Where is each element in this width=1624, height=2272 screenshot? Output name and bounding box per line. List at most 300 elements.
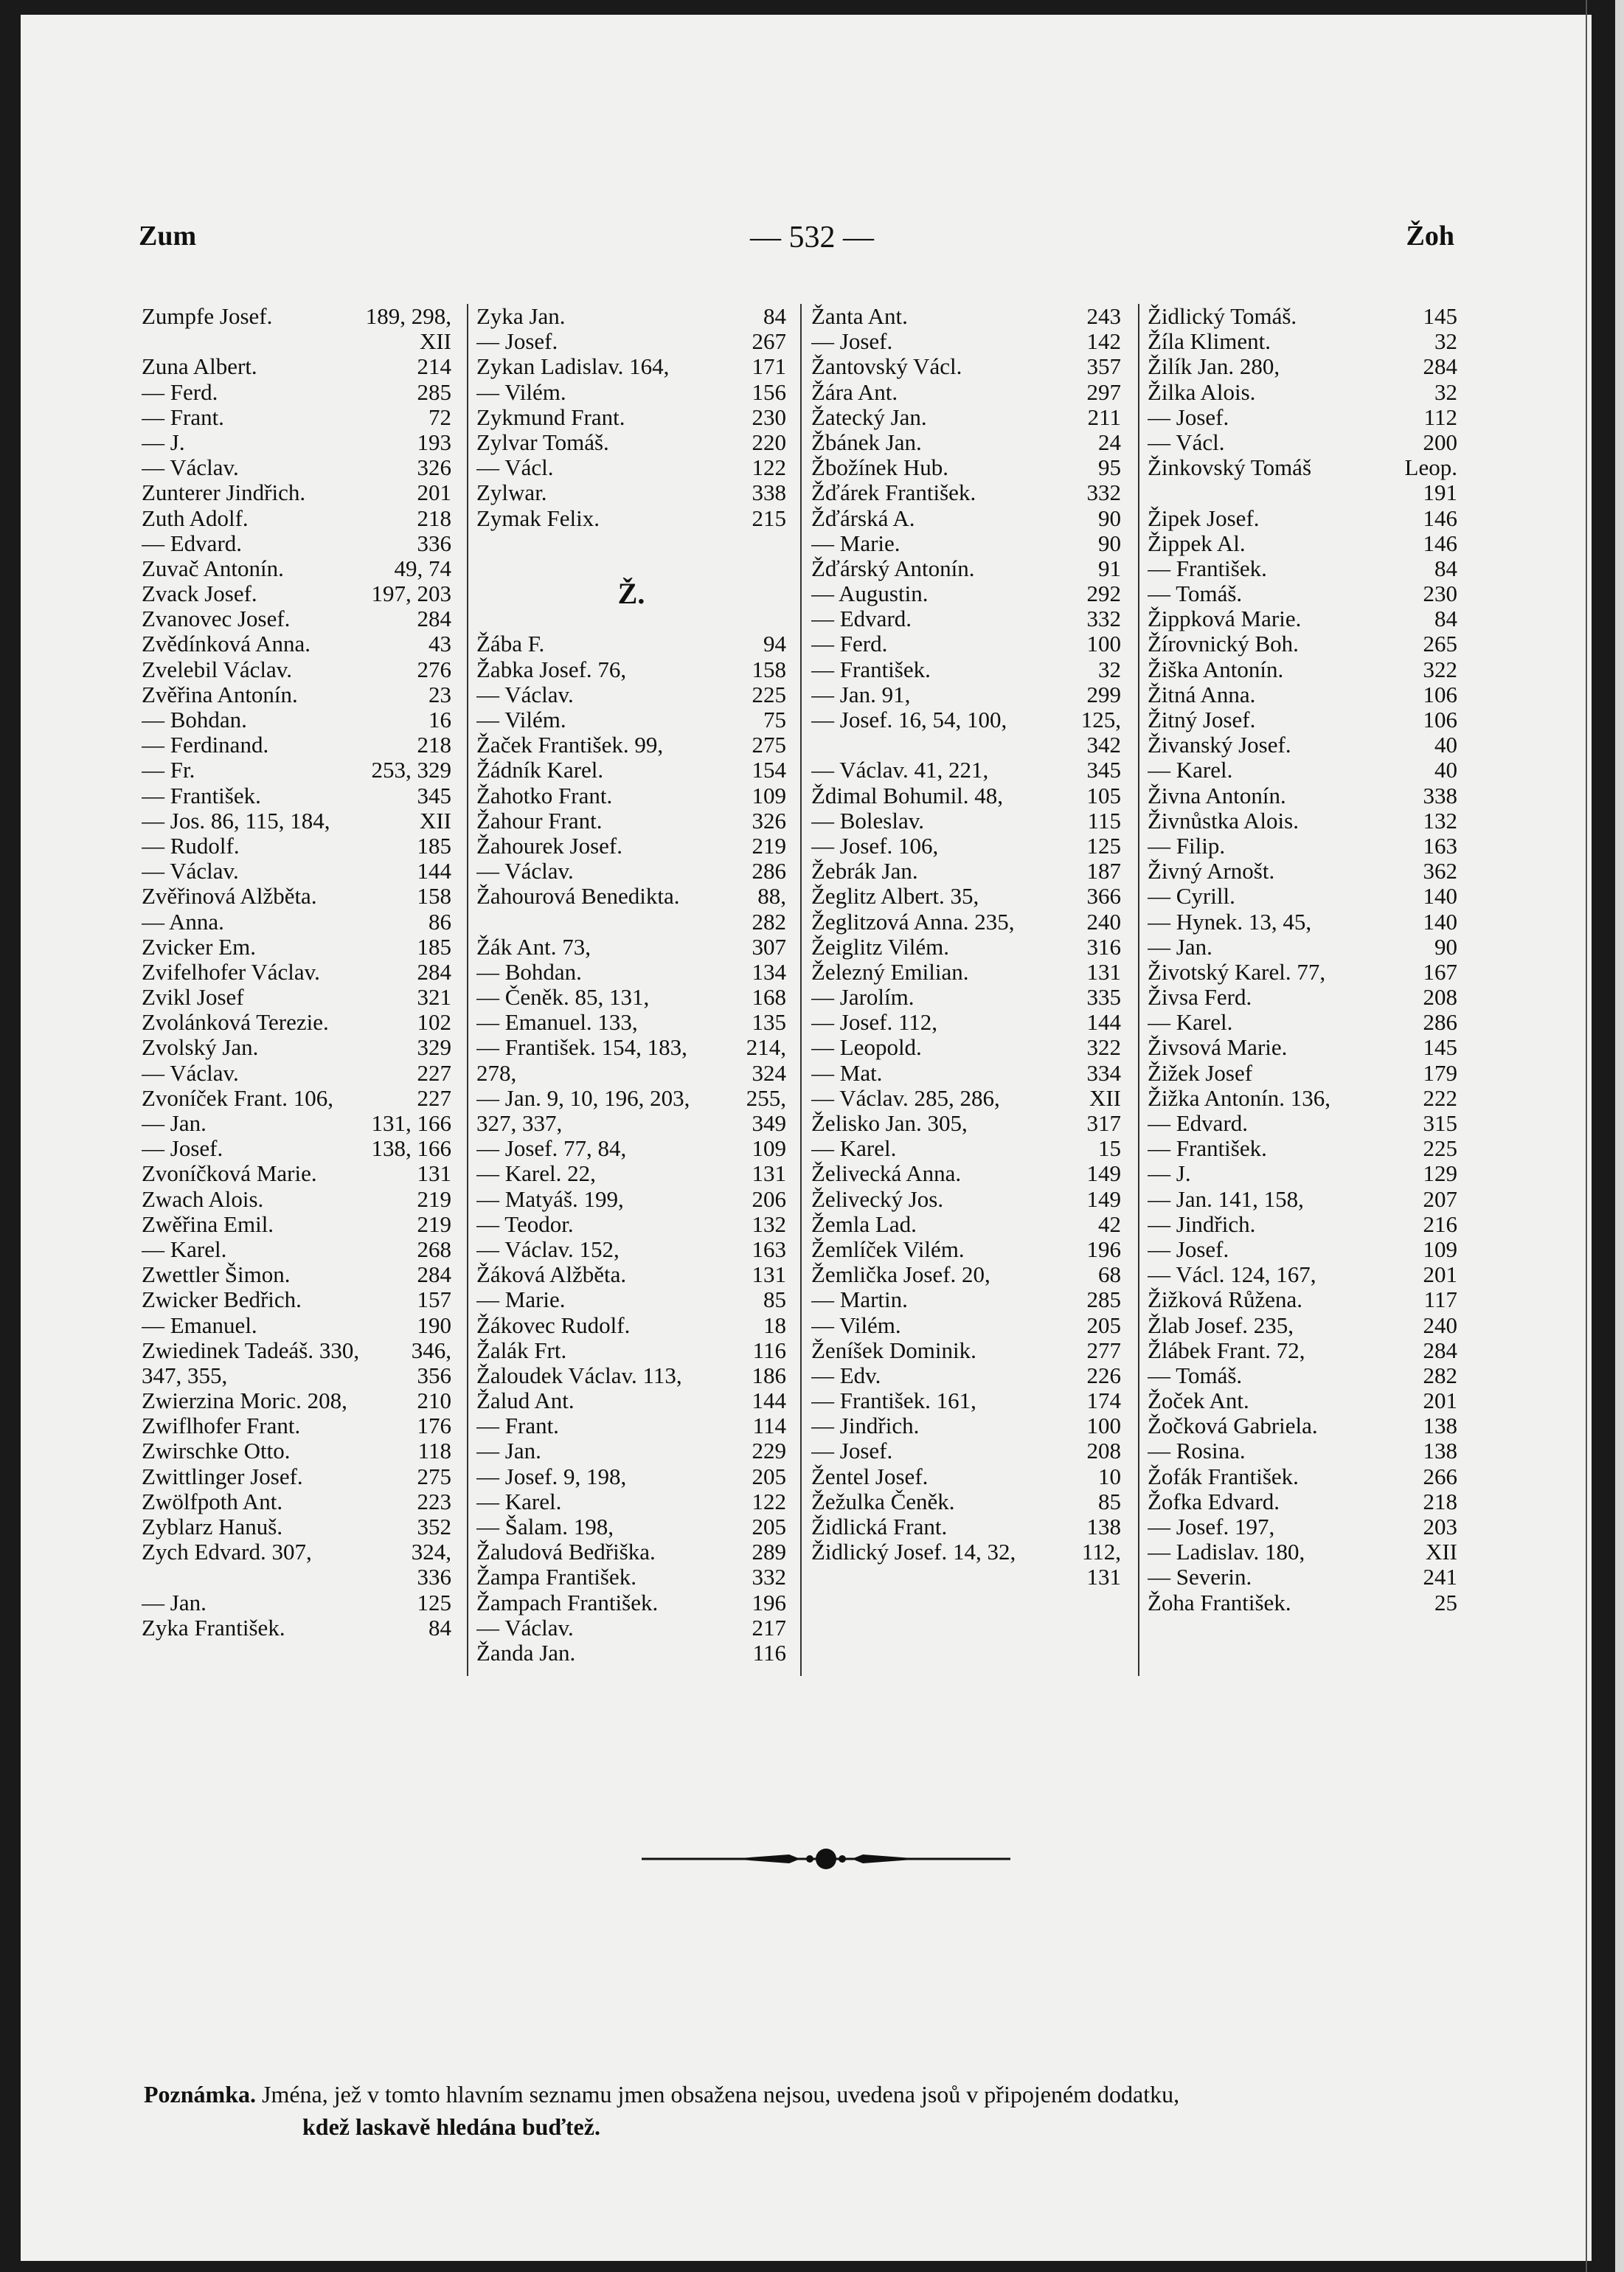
entry-pages: 109 (752, 1135, 786, 1162)
entry-pages: 43 (428, 631, 451, 657)
entry-name: Zvicker Em. (142, 934, 256, 960)
index-entry (811, 732, 1121, 758)
entry-pages: 114 (752, 1413, 786, 1439)
entry-pages: 109 (752, 782, 786, 808)
entry-name: Žádník Karel. (476, 758, 604, 783)
entry-name: — Václav. (476, 859, 574, 884)
entry-pages: 230 (752, 404, 786, 430)
entry-name: Žofka Edvard. (1148, 1489, 1280, 1514)
index-entry (1148, 1413, 1457, 1438)
index-entry (142, 1489, 451, 1514)
entry-name: — Jan. 9, 10, 196, 203, (476, 1085, 690, 1111)
entry-name: — František. (811, 657, 931, 682)
index-entry (142, 1338, 451, 1363)
entry-name: — Jan. (1148, 934, 1212, 960)
index-entry (1148, 455, 1457, 480)
entry-pages: 196 (1086, 1236, 1121, 1262)
entry-name: Žoček Ant. (1148, 1388, 1249, 1414)
index-entry (1148, 1338, 1457, 1363)
entry-name: — Marie. (476, 1287, 566, 1313)
entry-name: Zvoníčková Marie. (142, 1161, 317, 1187)
entry-pages: 282 (752, 908, 786, 935)
entry-pages: 357 (1086, 353, 1121, 380)
entry-name: — J. (1148, 1161, 1191, 1187)
index-entry (811, 758, 1121, 783)
entry-pages: 289 (752, 1539, 786, 1565)
entry-pages: 179 (1423, 1059, 1457, 1086)
index-entry (1148, 1464, 1457, 1489)
entry-pages: 86 (428, 908, 451, 935)
entry-name: Zvelebil Václav. (142, 657, 292, 682)
index-entry (142, 1086, 451, 1111)
index-entry (811, 631, 1121, 657)
entry-pages: 324, (411, 1539, 451, 1565)
index-entry (476, 354, 786, 379)
entry-name: — Karel. (1148, 758, 1233, 783)
index-entry (142, 480, 451, 505)
index-entry (142, 304, 451, 329)
entry-name: — Marie. (811, 530, 901, 556)
entry-name: — Ferdinand. (142, 732, 269, 758)
footnote-label: Poznámka. (144, 2081, 256, 2108)
entry-pages: 144 (752, 1388, 786, 1414)
entry-name: — Karel. 22, (476, 1161, 596, 1187)
entry-pages: 317 (1086, 1110, 1121, 1136)
index-entry (811, 581, 1121, 606)
entry-name: Žampach František. (476, 1590, 659, 1615)
entry-name: Žahour Frant. (476, 808, 603, 834)
entry-name: Žantovský Václ. (811, 354, 962, 380)
entry-name: Žebrák Jan. (811, 859, 918, 884)
entry-pages: 223 (417, 1488, 451, 1514)
entry-name: Zykan Ladislav. 164, (476, 354, 670, 380)
index-entry (811, 405, 1121, 430)
entry-name: — Jarolím. (811, 985, 915, 1011)
entry-pages: 345 (417, 782, 451, 808)
entry-pages: 214 (417, 353, 451, 380)
index-entry (811, 657, 1121, 682)
index-entry (1148, 808, 1457, 834)
index-entry (476, 1540, 786, 1565)
entry-name: — J. (142, 429, 185, 455)
entry-pages: XII (419, 807, 451, 834)
entry-name: Žilík Jan. 280, (1148, 354, 1280, 380)
entry-pages: 95 (1098, 454, 1121, 481)
entry-pages: 132 (1423, 807, 1457, 834)
entry-pages: 334 (1086, 1059, 1121, 1086)
index-entry (142, 960, 451, 985)
entry-pages: 163 (752, 1236, 786, 1262)
entry-pages: 156 (752, 378, 786, 405)
entry-name: Žalák Frt. (476, 1337, 567, 1363)
entry-name: Zylvar Tomáš. (476, 429, 609, 455)
entry-pages: 174 (1086, 1388, 1121, 1414)
entry-pages: 25 (1434, 1589, 1457, 1615)
entry-pages: 125 (1086, 832, 1121, 859)
index-entry (142, 1565, 451, 1590)
entry-name: — Edvard. (811, 606, 912, 632)
entry-pages: 332 (1086, 606, 1121, 632)
index-entry (1148, 1438, 1457, 1464)
entry-pages: 335 (1086, 984, 1121, 1011)
entry-name: — Jos. 86, 115, 184, (142, 808, 330, 834)
entry-pages: 23 (428, 681, 451, 707)
index-entry (142, 1413, 451, 1438)
running-head-left: Zum (139, 221, 197, 252)
index-entry (142, 1615, 451, 1641)
index-entry (476, 480, 786, 505)
index-entry (142, 935, 451, 960)
index-entry (811, 1514, 1121, 1540)
index-entry (1148, 531, 1457, 556)
footnote (144, 2078, 1464, 2143)
entry-pages: 84 (428, 1614, 451, 1641)
index-entry (811, 859, 1121, 884)
entry-name: Žeglitz Albert. 35, (811, 884, 979, 910)
entry-pages: 168 (752, 984, 786, 1011)
entry-pages: 158 (752, 656, 786, 682)
entry-pages: 201 (417, 479, 451, 506)
entry-name: Ženíšek Dominik. (811, 1337, 976, 1363)
index-entry (476, 631, 786, 657)
entry-pages: 116 (752, 1337, 786, 1363)
entry-name: — Boleslav. (811, 808, 924, 834)
entry-name: — Václav. 41, 221, (811, 758, 989, 783)
entry-name: Životský Karel. 77, (1148, 959, 1326, 985)
entry-name: Žitný Josef. (1148, 707, 1256, 732)
index-entry (811, 985, 1121, 1010)
entry-pages: 205 (1086, 1312, 1121, 1338)
entry-name: Žlab Josef. 235, (1148, 1312, 1294, 1338)
entry-name: — Cyrill. (1148, 884, 1235, 910)
index-entry (476, 405, 786, 430)
index-entry (1148, 1540, 1457, 1565)
entry-pages: 115 (1087, 807, 1121, 834)
entry-name: Zuvač Antonín. (142, 555, 284, 581)
entry-pages: 225 (752, 681, 786, 707)
entry-pages: 240 (1086, 908, 1121, 935)
entry-pages: 230 (1423, 581, 1457, 607)
index-entry (142, 329, 451, 354)
entry-name: Zylwar. (476, 480, 547, 506)
entry-name: Živna Antonín. (1148, 783, 1286, 808)
entry-pages: 352 (417, 1514, 451, 1540)
index-entry (142, 1035, 451, 1060)
index-entry (142, 455, 451, 480)
entry-name: Zymak Felix. (476, 505, 600, 531)
entry-pages: 72 (428, 404, 451, 430)
entry-pages: 144 (1086, 1009, 1121, 1036)
index-entry (476, 1565, 786, 1590)
entry-pages (782, 556, 786, 581)
entry-pages: 85 (1098, 1488, 1121, 1514)
entry-pages: 222 (1423, 1084, 1457, 1111)
entry-pages: 275 (417, 1463, 451, 1489)
entry-name: Zvifelhofer Václav. (142, 959, 320, 985)
entry-pages: 91 (1098, 555, 1121, 581)
index-column-4 (1148, 304, 1457, 1615)
entry-pages: 338 (1423, 782, 1457, 808)
entry-name: Želivecká Anna. (811, 1161, 962, 1187)
entry-pages: 158 (417, 883, 451, 910)
index-entry (476, 1615, 786, 1641)
index-entry (811, 1086, 1121, 1111)
entry-name: — Josef. 197, (1148, 1514, 1275, 1540)
index-entry (476, 732, 786, 758)
entry-pages: 299 (1086, 681, 1121, 707)
entry-pages: 207 (1423, 1185, 1457, 1212)
index-entry (142, 1540, 451, 1565)
entry-pages: 345 (1086, 757, 1121, 783)
index-column-2 (476, 304, 786, 1666)
index-entry (1148, 859, 1457, 884)
entry-name: Žbánek Jan. (811, 429, 922, 455)
entry-name: Živanský Josef. (1148, 732, 1291, 758)
entry-name: Zyblarz Hanuš. (142, 1514, 283, 1540)
index-entry (142, 430, 451, 455)
index-entry (142, 1313, 451, 1338)
entry-name: Žemlička Josef. 20, (811, 1262, 990, 1288)
entry-pages: 16 (428, 707, 451, 732)
entry-name: — Filip. (1148, 833, 1226, 859)
entry-name: Židlická Frant. (811, 1514, 948, 1540)
entry-name: 347, 355, (142, 1362, 228, 1388)
index-entry (476, 430, 786, 455)
entry-name: Žákovec Rudolf. (476, 1312, 631, 1338)
entry-pages: 284 (417, 606, 451, 632)
entry-name: Žďárská A. (811, 505, 915, 531)
index-entry (811, 1237, 1121, 1262)
entry-name: — Václav. (142, 1060, 239, 1086)
entry-pages: 225 (1423, 1135, 1457, 1162)
entry-pages: 284 (417, 958, 451, 985)
entry-name: Žahotko Frant. (476, 783, 613, 808)
index-entry (811, 1262, 1121, 1287)
index-entry (476, 1136, 786, 1161)
index-entry (811, 1464, 1121, 1489)
entry-pages: 284 (417, 1261, 451, 1288)
index-entry (476, 1388, 786, 1413)
entry-name: Židlický Tomáš. (1148, 304, 1297, 329)
index-entry (142, 1438, 451, 1464)
entry-name: — Václ. 124, 167, (1148, 1262, 1316, 1288)
entry-pages: 219 (417, 1211, 451, 1237)
entry-name: Živnůstka Alois. (1148, 808, 1299, 834)
index-entry (142, 1514, 451, 1540)
index-entry (1148, 1136, 1457, 1161)
entry-name: — Václav. (142, 455, 239, 481)
entry-name: Zvikl Josef (142, 985, 244, 1011)
index-entry (1148, 405, 1457, 430)
entry-name: — Bohdan. (142, 707, 247, 732)
index-entry (142, 707, 451, 732)
column-rule (1138, 304, 1139, 1676)
entry-name: Žaludová Bedřiška. (476, 1540, 656, 1565)
entry-name: Žižek Josef (1148, 1060, 1253, 1086)
entry-name: — Mat. (811, 1060, 883, 1086)
entry-pages: 129 (1423, 1160, 1457, 1187)
page-number: — 532 — (750, 221, 874, 254)
index-entry (811, 380, 1121, 405)
index-entry (142, 884, 451, 909)
index-entry (1148, 910, 1457, 935)
entry-pages: 138 (1423, 1438, 1457, 1464)
entry-name: Žilka Alois. (1148, 379, 1256, 405)
entry-pages: 282 (1423, 1362, 1457, 1388)
index-entry (811, 1363, 1121, 1388)
index-entry (142, 606, 451, 631)
entry-pages: 157 (417, 1286, 451, 1313)
entry-pages: 85 (763, 1286, 786, 1313)
entry-pages: 171 (752, 353, 786, 380)
entry-pages: 186 (752, 1362, 786, 1388)
index-entry (1148, 935, 1457, 960)
index-entry (476, 884, 786, 909)
entry-name: — Augustin. (811, 581, 929, 607)
entry-pages: 297 (1086, 378, 1121, 405)
entry-name: Žďárek František. (811, 480, 976, 506)
entry-name: — Josef. 16, 54, 100, (811, 707, 1007, 732)
entry-name: Zuth Adolf. (142, 505, 249, 531)
index-entry (476, 859, 786, 884)
entry-pages: 349 (752, 1110, 786, 1136)
entry-name: Zwicker Bedřich. (142, 1287, 302, 1313)
entry-name: Žoha František. (1148, 1590, 1291, 1615)
entry-pages: 84 (1434, 555, 1457, 581)
index-entry (811, 329, 1121, 354)
entry-name: Ždimal Bohumil. 48, (811, 783, 1004, 808)
entry-pages: 285 (417, 378, 451, 405)
index-entry (811, 1338, 1121, 1363)
index-entry (1148, 1010, 1457, 1035)
entry-name: Zwach Alois. (142, 1186, 264, 1212)
entry-pages: 201 (1423, 1388, 1457, 1414)
entry-name: — Josef. 9, 198, (476, 1464, 627, 1489)
entry-name: — Martin. (811, 1287, 908, 1313)
index-entry (476, 1061, 786, 1086)
entry-name: 278, (476, 1060, 517, 1086)
entry-pages: 326 (417, 454, 451, 481)
column-rule (800, 304, 802, 1676)
entry-pages: 342 (1086, 732, 1121, 758)
entry-pages: 190 (417, 1312, 451, 1338)
entry-pages: 167 (1423, 958, 1457, 985)
index-entry (142, 1010, 451, 1035)
entry-name: Žalud Ant. (476, 1388, 575, 1414)
entry-name: Žák Ant. 73, (476, 934, 591, 960)
entry-name: — Emanuel. (142, 1312, 257, 1338)
index-entry (811, 455, 1121, 480)
entry-name: Zwiedinek Tadeáš. 330, (142, 1337, 360, 1363)
index-entry (811, 531, 1121, 556)
entry-name: — Matyáš. 199, (476, 1186, 624, 1212)
entry-name: — Hynek. 13, 45, (1148, 909, 1312, 935)
entry-pages: 106 (1423, 707, 1457, 732)
entry-pages: 131 (1086, 1564, 1121, 1590)
entry-name: — Josef. (1148, 404, 1229, 430)
entry-name: Žába F. (476, 631, 545, 657)
entry-pages: 215 (752, 505, 786, 531)
entry-name: — Václ. (1148, 429, 1225, 455)
entry-pages: 117 (1423, 1286, 1457, 1313)
entry-name: Žofák František. (1148, 1464, 1299, 1489)
index-entry (1148, 1363, 1457, 1388)
entry-pages: 219 (417, 1185, 451, 1212)
entry-pages: 211 (1087, 404, 1121, 430)
entry-name: Zvolský Jan. (142, 1035, 259, 1061)
entry-pages: 229 (752, 1438, 786, 1464)
entry-pages: 125 (417, 1589, 451, 1615)
entry-pages: 154 (752, 757, 786, 783)
index-entry (811, 1111, 1121, 1136)
index-entry (1148, 834, 1457, 859)
page-edge (1615, 0, 1624, 2272)
entry-pages: 40 (1434, 757, 1457, 783)
index-entry (476, 657, 786, 682)
entry-pages: 196 (752, 1589, 786, 1615)
index-entry (476, 1212, 786, 1237)
index-entry (476, 707, 786, 732)
entry-pages: 346, (411, 1337, 451, 1363)
entry-name: Zwierzina Moric. 208, (142, 1388, 347, 1414)
index-entry (476, 1313, 786, 1338)
entry-pages: 100 (1086, 1413, 1121, 1439)
entry-name: Zwölfpoth Ant. (142, 1489, 283, 1514)
index-entry (811, 1438, 1121, 1464)
entry-pages: 163 (1423, 832, 1457, 859)
entry-pages: 284 (1423, 1337, 1457, 1363)
entry-name: — Karel. (811, 1136, 897, 1162)
entry-name: Žipek Josef. (1148, 505, 1260, 531)
entry-pages: 140 (1423, 883, 1457, 910)
section-letter (476, 577, 786, 611)
entry-name: Žahourek Josef. (476, 833, 622, 859)
index-entry (476, 380, 786, 405)
entry-name: Žabka Josef. 76, (476, 657, 627, 682)
index-entry (142, 1590, 451, 1615)
index-entry (476, 1363, 786, 1388)
entry-pages: 336 (417, 1564, 451, 1590)
index-entry (476, 834, 786, 859)
entry-name: Žočková Gabriela. (1148, 1413, 1318, 1439)
entry-name: — Edv. (811, 1362, 881, 1388)
entry-pages: 10 (1098, 1463, 1121, 1489)
index-entry (1148, 606, 1457, 631)
entry-name: Zykmund Frant. (476, 404, 625, 430)
entry-pages: 197, 203 (371, 581, 451, 607)
entry-name: Zyka František. (142, 1615, 285, 1641)
entry-name: Žanda Jan. (476, 1640, 576, 1666)
entry-name: — Josef. (142, 1136, 223, 1162)
entry-pages: 122 (752, 1488, 786, 1514)
index-entry (476, 783, 786, 808)
index-entry (142, 808, 451, 834)
entry-name: — Vilém. (476, 707, 566, 732)
entry-pages: 227 (417, 1059, 451, 1086)
index-entry (142, 1388, 451, 1413)
index-entry (476, 1464, 786, 1489)
entry-name: — Vilém. (811, 1312, 901, 1338)
index-entry (476, 808, 786, 834)
entry-name: Želisko Jan. 305, (811, 1111, 968, 1136)
entry-name: — Čeněk. 85, 131, (476, 985, 650, 1011)
entry-pages: 185 (417, 933, 451, 960)
index-entry (142, 380, 451, 405)
entry-pages: 266 (1423, 1463, 1457, 1489)
entry-pages: 176 (417, 1413, 451, 1439)
index-entry (1148, 1237, 1457, 1262)
index-entry (476, 1590, 786, 1615)
